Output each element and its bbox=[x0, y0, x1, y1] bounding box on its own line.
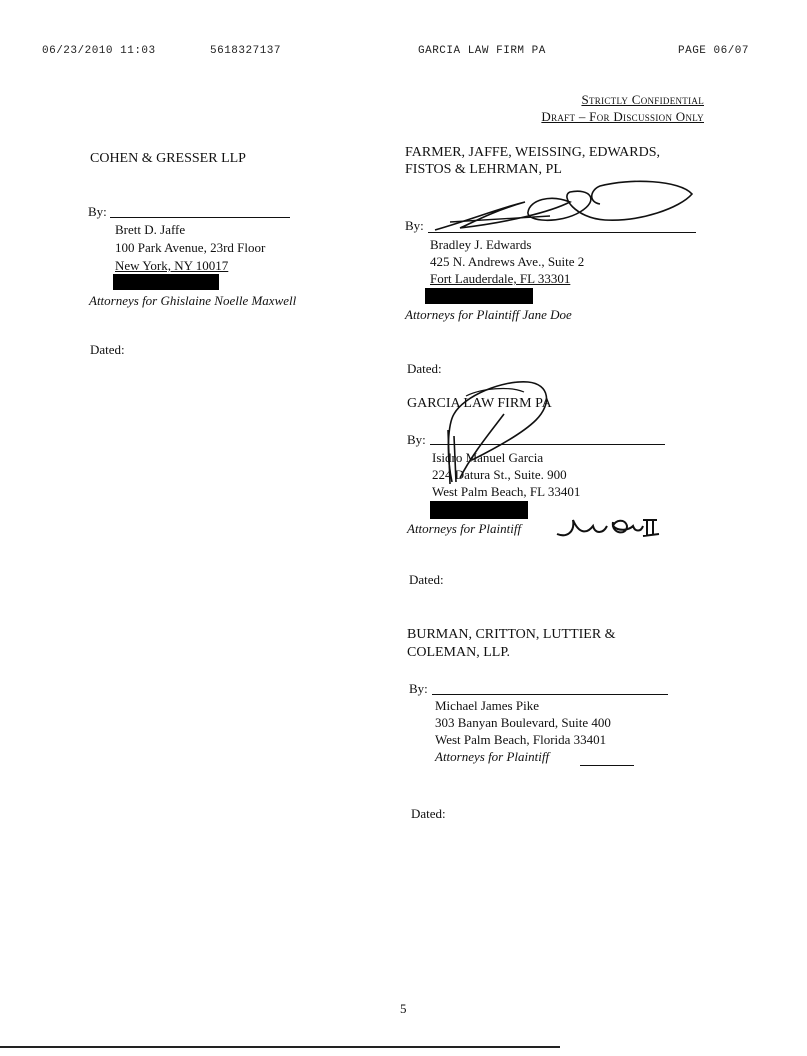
bottom-scan-line bbox=[0, 1046, 560, 1048]
burman-by-label: By: bbox=[409, 681, 428, 696]
left-address-city: New York, NY 10017 bbox=[115, 258, 229, 273]
burman-dated-label: Dated: bbox=[411, 806, 446, 821]
left-attorneys-for: Attorneys for Ghislaine Noelle Maxwell bbox=[89, 293, 297, 308]
handwritten-jane-doe-ii bbox=[553, 512, 663, 542]
farmer-firm-line2: FISTOS & LEHRMAN, PL bbox=[405, 162, 562, 177]
garcia-attorney-name: Isidro Manuel Garcia bbox=[432, 450, 544, 465]
farmer-address-line1: 425 N. Andrews Ave., Suite 2 bbox=[430, 254, 585, 269]
garcia-firm-name: GARCIA LAW FIRM PA bbox=[407, 396, 552, 411]
left-address-line2 bbox=[115, 258, 228, 274]
burman-address-line2: West Palm Beach, Florida 33401 bbox=[435, 732, 607, 747]
fax-datetime: 06/23/2010 11:03 bbox=[42, 45, 156, 57]
farmer-by-label: By: bbox=[405, 218, 424, 233]
burman-plaintiff-blank-line bbox=[580, 765, 634, 766]
left-signature-line bbox=[110, 217, 290, 218]
edwards-signature bbox=[430, 172, 700, 236]
burman-attorneys-for: Attorneys for Plaintiff bbox=[435, 749, 550, 764]
burman-signature-line bbox=[432, 694, 668, 695]
farmer-dated-label: Dated: bbox=[407, 361, 442, 376]
left-dated-label: Dated: bbox=[90, 342, 125, 357]
left-address-line1: 100 Park Avenue, 23rd Floor bbox=[115, 240, 266, 255]
fax-phone: 5618327137 bbox=[210, 45, 282, 57]
left-by-label: By: bbox=[88, 204, 107, 219]
farmer-address-line2 bbox=[430, 271, 570, 287]
farmer-address-city: Fort Lauderdale, FL 33301 bbox=[430, 271, 571, 286]
burman-firm-line1: BURMAN, CRITTON, LUTTIER & bbox=[407, 627, 616, 642]
page-number: 5 bbox=[400, 1001, 407, 1016]
garcia-dated-label: Dated: bbox=[409, 572, 444, 587]
burman-attorney-name: Michael James Pike bbox=[435, 698, 539, 713]
burman-address-line1: 303 Banyan Boulevard, Suite 400 bbox=[435, 715, 611, 730]
fax-sender: GARCIA LAW FIRM PA bbox=[418, 45, 546, 57]
redaction-box bbox=[430, 501, 528, 519]
farmer-attorney-name: Bradley J. Edwards bbox=[430, 237, 532, 252]
garcia-attorneys-for: Attorneys for Plaintiff bbox=[407, 521, 522, 536]
farmer-attorneys-for: Attorneys for Plaintiff Jane Doe bbox=[405, 307, 572, 322]
garcia-address-line2: West Palm Beach, FL 33401 bbox=[432, 484, 581, 499]
farmer-firm-line1: FARMER, JAFFE, WEISSING, EDWARDS, bbox=[405, 145, 661, 160]
draft-label: Draft – For Discussion Only bbox=[541, 109, 704, 124]
garcia-by-label: By: bbox=[407, 432, 426, 447]
garcia-address-line1: 224 Datura St., Suite. 900 bbox=[432, 467, 567, 482]
burman-firm-line2: COLEMAN, LLP. bbox=[407, 645, 511, 660]
left-firm-name: COHEN & GRESSER LLP bbox=[90, 151, 246, 166]
redaction-box bbox=[425, 288, 533, 304]
confidential-label: Strictly Confidential bbox=[581, 92, 704, 107]
redaction-box bbox=[113, 274, 219, 290]
fax-page: PAGE 06/07 bbox=[678, 45, 750, 57]
left-attorney-name: Brett D. Jaffe bbox=[115, 222, 186, 237]
